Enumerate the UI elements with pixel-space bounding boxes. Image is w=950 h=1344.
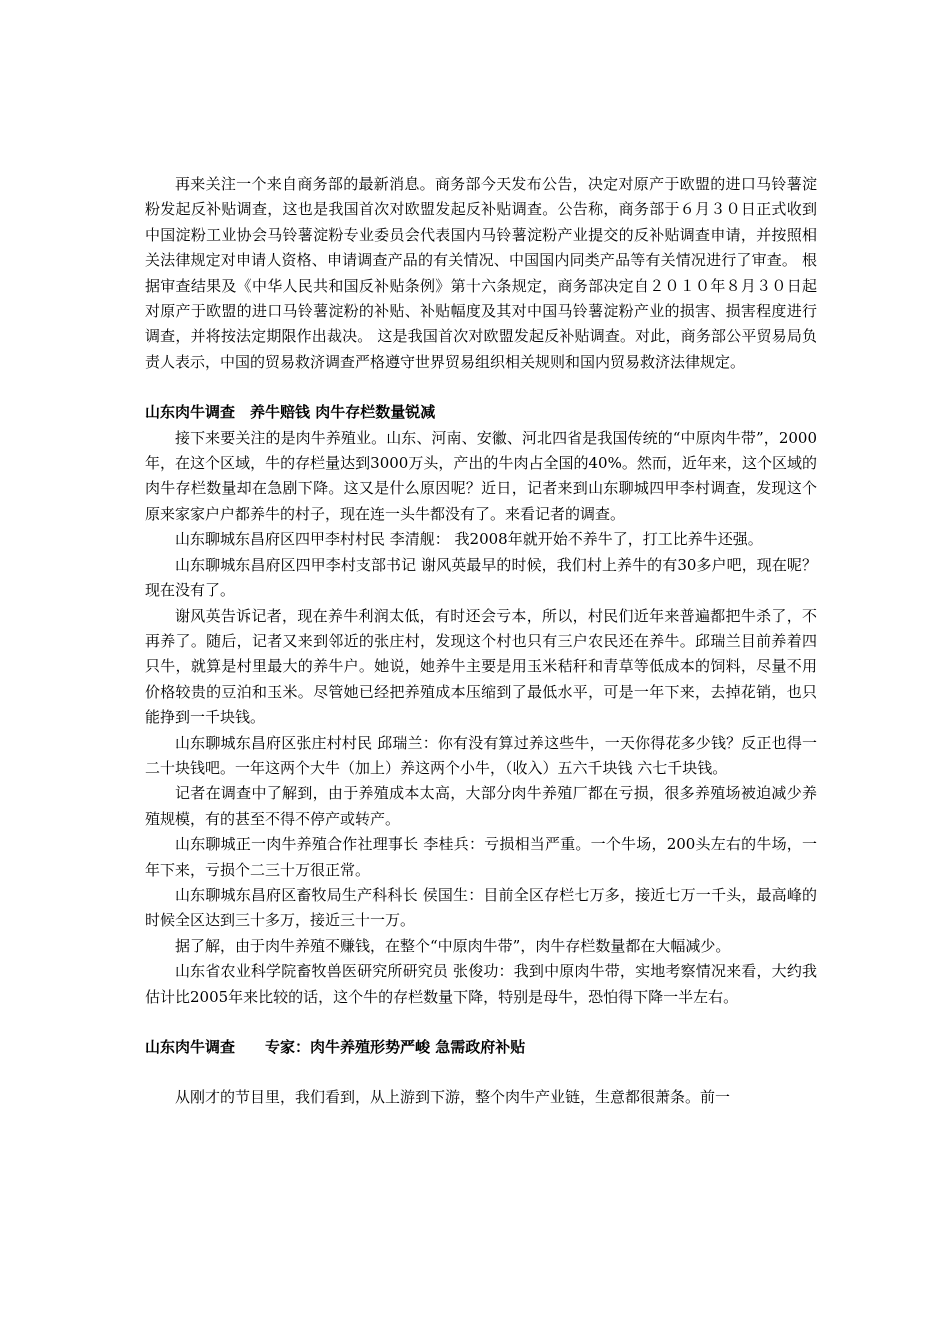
- body-paragraph: 山东聊城正一肉牛养殖合作社理事长 李桂兵：亏损相当严重。一个牛场，200头左右的牛场，一年下来，亏损个二三十万很正常。: [145, 835, 817, 879]
- section-heading-expert-view: 山东肉牛调查 专家：肉牛养殖形势严峻 急需政府补贴: [145, 1038, 526, 1056]
- document-page: [145, 172, 817, 1111]
- body-paragraph: 山东聊城东昌府区四甲李村村民 李清舰： 我2008年就开始不养牛了，打工比养牛还强。: [175, 530, 763, 549]
- body-paragraph: 据了解，由于肉牛养殖不赚钱，在整个“中原肉牛带”，肉牛存栏数量都在大幅减少。: [175, 936, 731, 955]
- body-paragraph: 山东聊城东昌府区张庄村村民 邱瑞兰：你有没有算过养这些牛，一天你得花多少钱？反正也得一二十块钱吧。一年这两个大牛（加上）养这两个小牛，（收入）五六千块钱 六七千块钱。: [145, 733, 817, 777]
- body-paragraph: 从刚才的节目里，我们看到，从上游到下游，整个肉牛产业链，生意都很萧条。前一: [175, 1088, 731, 1107]
- intro-paragraph: 再来关注一个来自商务部的最新消息。商务部今天发布公告，决定对原产于欧盟的进口马铃薯淀粉发起反补贴调查，这也是我国首次对欧盟发起反补贴调查。公告称，商务部于６月３０日正式收到中国淀粉工业协会马铃薯淀粉专业委员会代表国内马铃薯淀粉产业提交的反补贴调查申请，并按照相关法律规定对申请人资格、申请调查产品的有关情况、中国国内同类产品等有关情况进行了审查。 根据审查结果及《中华人民共和国反补贴条例》第十六条规定，商务部决定自２０１０年８月３０日起对原产于欧盟的进口马铃薯淀粉的补贴、补贴幅度及其对中国马铃薯淀粉产业的损害、损害程度进行调查，并将按法定期限作出裁决。 这是我国首次对欧盟发起反补贴调查。对此，商务部公平贸易局负责人表示，中国的贸易救济调查严格遵守世界贸易组织相关规则和国内贸易救济法律规定。: [145, 175, 817, 371]
- body-paragraph: 山东聊城东昌府区畜牧局生产科科长 侯国生：目前全区存栏七万多，接近七万一千头，最高峰的时候全区达到三十多万，接近三十一万。: [145, 885, 817, 930]
- body-paragraph: 谢风英告诉记者，现在养牛利润太低，有时还会亏本，所以，村民们近年来普遍都把牛杀了，不再养了。随后，记者又来到邻近的张庄村，发现这个村也只有三户农民还在养牛。邱瑞兰目前养着四只牛，就算是村里最大的养牛户。她说，她养牛主要是用玉米秸秆和青草等低成本的饲料，尽量不用价格较贵的豆泊和玉米。尽管她已经把养殖成本压缩到了最低水平，可是一年下来，去掉花销，也只能挣到一千块钱。: [145, 606, 817, 727]
- section-heading-beef-survey: 山东肉牛调查 养牛赔钱 肉牛存栏数量锐减: [145, 403, 436, 422]
- body-paragraph: 山东省农业科学院畜牧兽医研究所研究员 张俊功：我到中原肉牛带，实地考察情况来看，大约我估计比2005年来比较的话，这个牛的存栏数量下降，特别是母牛，恐怕得下降一半左右。: [145, 962, 817, 1006]
- body-paragraph: 记者在调查中了解到，由于养殖成本太高，大部分肉牛养殖厂都在亏损，很多养殖场被迫减少养殖规模，有的甚至不得不停产或转产。: [145, 784, 817, 828]
- body-paragraph: 山东聊城东昌府区四甲李村支部书记 谢风英最早的时候，我们村上养牛的有30多户吧，现在呢？现在没有了。: [145, 555, 817, 600]
- body-paragraph: 接下来要关注的是肉牛养殖业。山东、河南、安徽、河北四省是我国传统的“中原肉牛带”，2000年，在这个区域，牛的存栏量达到3000万头，产出的牛肉占全国的40%。然而，近年来，这个区域的肉牛存栏数量却在急剧下降。这又是什么原因呢？近日，记者来到山东聊城四甲李村调查，发现这个原来家家户户都养牛的村子，现在连一头牛都没有了。来看记者的调查。: [145, 428, 817, 523]
